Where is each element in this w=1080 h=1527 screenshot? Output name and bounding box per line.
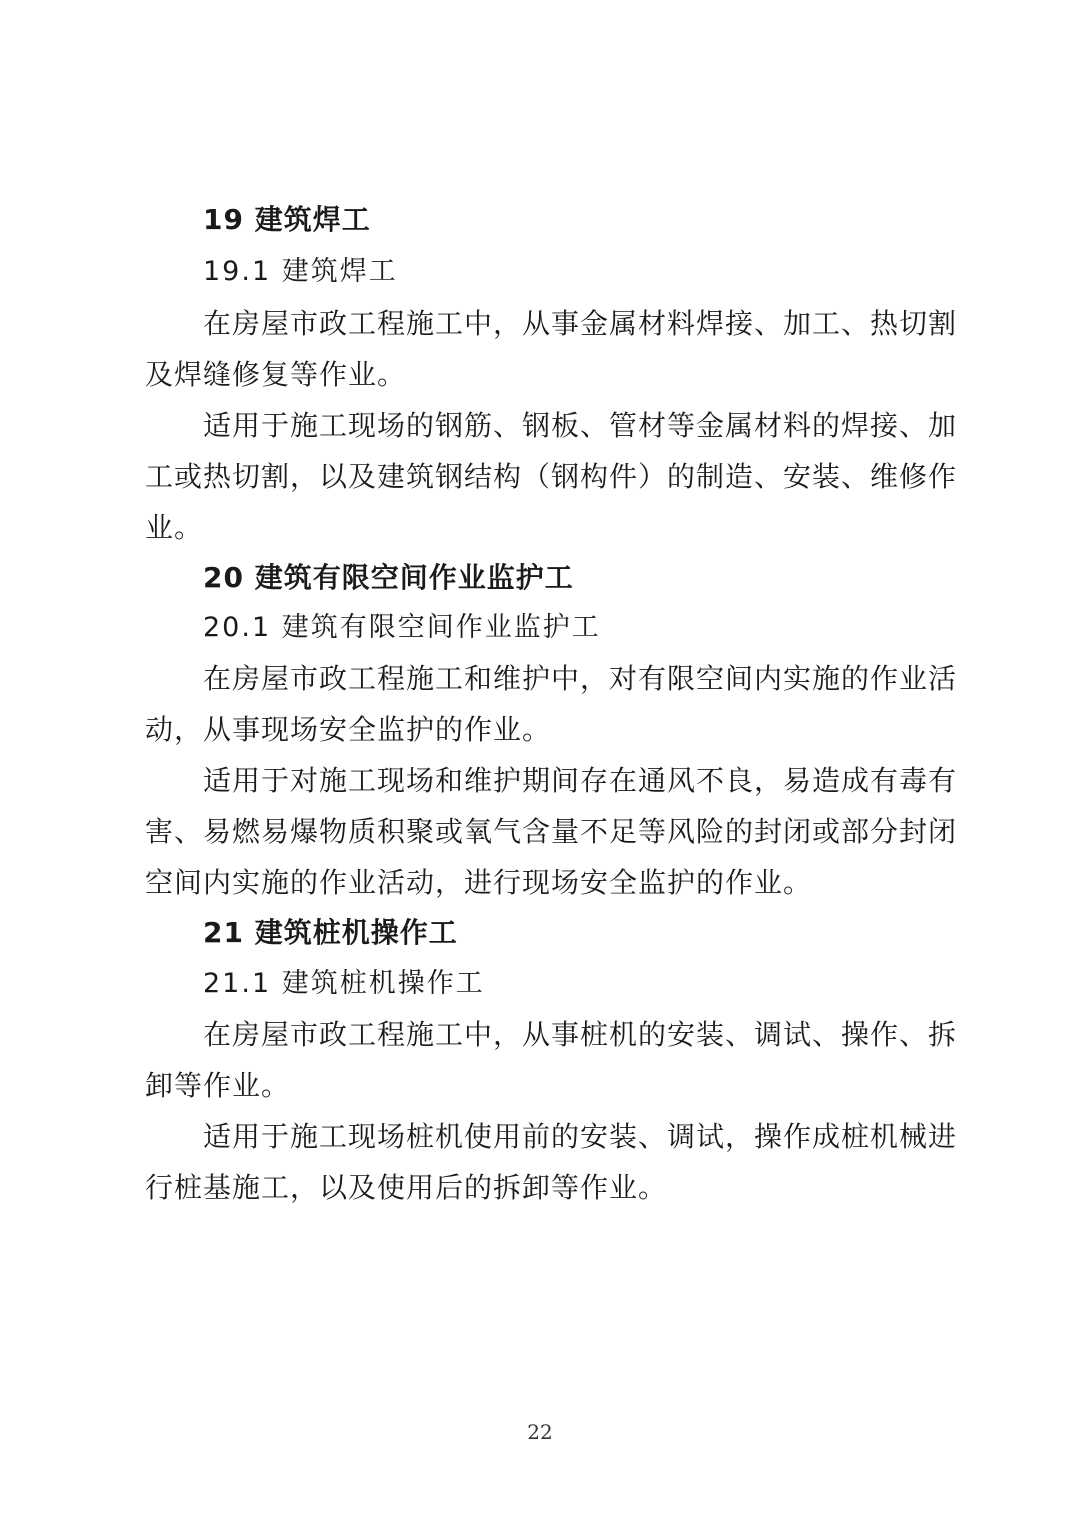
paragraph-line: 卸等作业。 bbox=[145, 1069, 291, 1102]
section-heading: 20 建筑有限空间作业监护工 bbox=[203, 561, 574, 594]
paragraph-line: 在房屋市政工程施工中，从事金属材料焊接、加工、热切割 bbox=[203, 307, 958, 340]
paragraph-line: 适用于施工现场的钢筋、钢板、管材等金属材料的焊接、加 bbox=[203, 409, 958, 442]
paragraph-line: 在房屋市政工程施工中，从事桩机的安装、调试、操作、拆 bbox=[203, 1018, 958, 1051]
page-number: 22 bbox=[527, 1420, 553, 1444]
section-heading: 19 建筑焊工 bbox=[203, 203, 371, 236]
paragraph-line: 空间内实施的作业活动，进行现场安全监护的作业。 bbox=[145, 866, 813, 899]
section-subheading: 19.1 建筑焊工 bbox=[203, 256, 398, 287]
paragraph-line: 行桩基施工，以及使用后的拆卸等作业。 bbox=[145, 1171, 668, 1204]
paragraph-line: 在房屋市政工程施工和维护中，对有限空间内实施的作业活 bbox=[203, 662, 958, 695]
paragraph-line: 适用于对施工现场和维护期间存在通风不良，易造成有毒有 bbox=[203, 764, 958, 797]
paragraph-line: 及焊缝修复等作业。 bbox=[145, 358, 407, 391]
paragraph-line: 害、易燃易爆物质积聚或氧气含量不足等风险的封闭或部分封闭 bbox=[145, 815, 958, 848]
paragraph-line: 适用于施工现场桩机使用前的安装、调试，操作成桩机械进 bbox=[203, 1120, 958, 1153]
paragraph-line: 业。 bbox=[145, 511, 204, 544]
section-heading: 21 建筑桩机操作工 bbox=[203, 916, 458, 949]
section-subheading: 21.1 建筑桩机操作工 bbox=[203, 968, 485, 999]
section-subheading: 20.1 建筑有限空间作业监护工 bbox=[203, 612, 601, 643]
paragraph-line: 动，从事现场安全监护的作业。 bbox=[145, 713, 552, 746]
paragraph-line: 工或热切割，以及建筑钢结构（钢构件）的制造、安装、维修作 bbox=[145, 460, 958, 493]
